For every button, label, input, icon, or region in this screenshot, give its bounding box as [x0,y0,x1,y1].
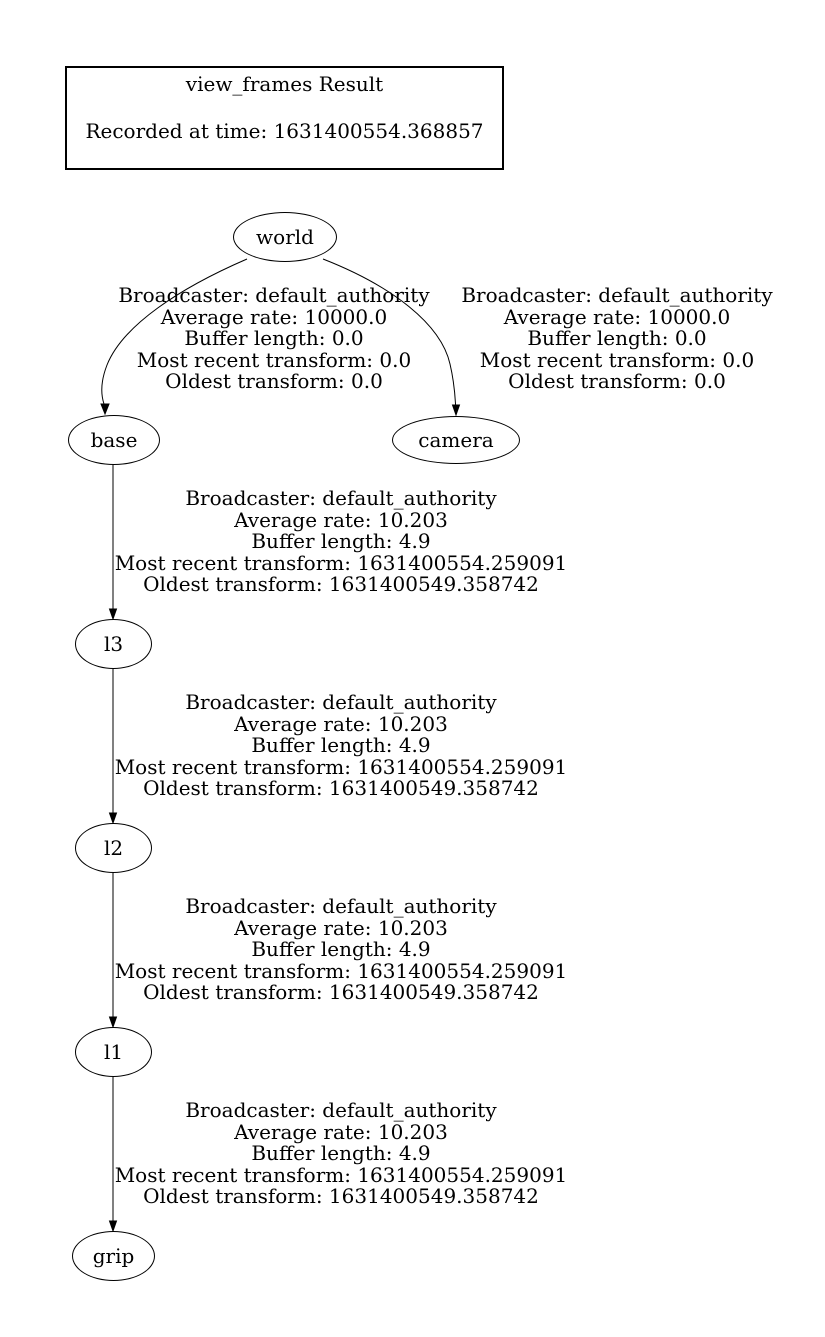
edge-label-line: Most recent transform: 1631400554.259091 [114,754,568,779]
node-label-l1: l1 [103,1040,124,1064]
arrowhead-l3-l2 [110,813,117,823]
graph-node-grip [72,1231,155,1281]
arrowhead-l2-l1 [110,1017,117,1027]
node-label-world: world [256,225,314,249]
edge-label-line: Buffer length: 0.0 [527,326,707,350]
edge-label-line: Oldest transform: 1631400549.358742 [143,980,539,1004]
edge-label-line: Broadcaster: default_authority [461,283,773,307]
arrowhead-world-base [101,404,109,414]
graph-node-base [68,415,160,465]
edge-label-line: Average rate: 10.203 [234,1119,448,1144]
edge-label-line: Oldest transform: 0.0 [165,369,383,393]
node-label-camera: camera [418,428,494,452]
edge-label-world-base [94,285,454,393]
edge-label-line: Most recent transform: 1631400554.259091 [114,550,568,575]
edge-label-l2-l1 [111,896,571,1004]
edge-label-line: Most recent transform: 1631400554.259091 [114,958,568,983]
edge-label-line: Oldest transform: 0.0 [508,369,726,393]
edge-label-line: Buffer length: 4.9 [251,937,431,961]
edge-label-line: Average rate: 10000.0 [503,304,731,329]
edge-label-line: Average rate: 10.203 [234,507,448,532]
edge-label-line: Buffer length: 4.9 [251,1141,431,1165]
graph-node-l2 [75,823,152,873]
arrowhead-world-camera [453,405,460,415]
graph-node-l3 [75,619,152,669]
node-label-base: base [90,428,138,452]
edge-label-line: Broadcaster: default_authority [185,690,497,714]
result-box-recorded-time: Recorded at time: 1631400554.368857 [85,119,484,143]
edge-label-line: Average rate: 10000.0 [160,304,388,329]
node-label-l2: l2 [103,836,124,860]
edge-label-line: Buffer length: 0.0 [184,326,364,350]
graph-node-l1 [75,1027,152,1077]
graph-node-camera [392,416,520,464]
edge-label-l3-l2 [111,692,571,800]
node-label-grip: grip [92,1244,135,1268]
result-box [65,66,504,170]
edge-label-line: Broadcaster: default_authority [185,894,497,918]
edge-label-line: Oldest transform: 1631400549.358742 [143,1184,539,1208]
edge-label-line: Broadcaster: default_authority [118,283,430,307]
edge-label-base-l3 [111,488,571,596]
edge-label-world-camera [437,285,797,393]
edge-label-line: Broadcaster: default_authority [185,1098,497,1122]
node-label-l3: l3 [103,632,124,656]
graph-node-world [233,212,337,262]
edge-label-line: Most recent transform: 0.0 [136,347,412,372]
edge-label-line: Most recent transform: 1631400554.259091 [114,1162,568,1187]
edge-label-line: Most recent transform: 0.0 [479,347,755,372]
edge-label-line: Average rate: 10.203 [234,711,448,736]
result-box-title: view_frames Result [185,72,384,96]
arrowhead-base-l3 [110,609,117,619]
edge-label-line: Oldest transform: 1631400549.358742 [143,776,539,800]
edge-label-line: Average rate: 10.203 [234,915,448,940]
edge-label-l1-grip [111,1100,571,1208]
edge-label-line: Broadcaster: default_authority [185,486,497,510]
edge-label-line: Buffer length: 4.9 [251,529,431,553]
arrowhead-l1-grip [110,1221,117,1231]
edge-label-line: Oldest transform: 1631400549.358742 [143,572,539,596]
edge-label-line: Buffer length: 4.9 [251,733,431,757]
